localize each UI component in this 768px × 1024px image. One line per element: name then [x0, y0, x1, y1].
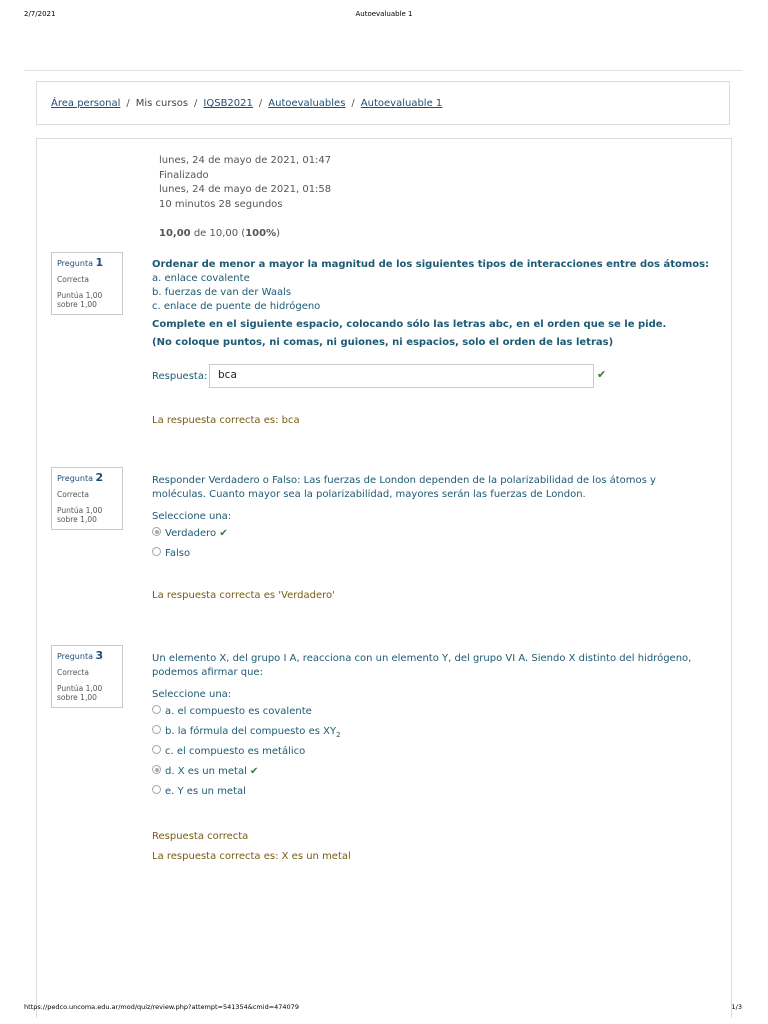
breadcrumb-autoevaluable-1[interactable]: Autoevaluable 1 — [360, 98, 443, 109]
top-divider — [24, 70, 742, 71]
question-content-1 — [152, 258, 712, 428]
question-number: 3 — [95, 649, 104, 662]
radio[interactable] — [152, 785, 161, 794]
question-instruction-1: Complete en el siguiente espacio, colocando sólo las letras abc, en el orden que se le pide. — [152, 319, 667, 330]
subscript: 2 — [336, 731, 341, 739]
option-label: c. el compuesto es metálico — [165, 746, 306, 757]
question-content-2 — [152, 474, 712, 603]
option-d[interactable] — [152, 762, 712, 782]
response-status: Respuesta correcta — [152, 831, 249, 842]
breadcrumb — [51, 98, 442, 109]
question-score-line-2: sobre 1,00 — [57, 515, 97, 524]
breadcrumb-separator: / — [194, 98, 198, 109]
correct-answer-feedback: La respuesta correcta es: X es un metal — [152, 851, 351, 862]
print-date: 2/7/2021 — [24, 10, 56, 18]
question-info-3 — [51, 645, 123, 708]
option-label: Verdadero — [165, 528, 217, 539]
time-value: 10 minutos 28 segundos — [159, 198, 283, 210]
option-b[interactable] — [152, 722, 712, 742]
breadcrumb-course[interactable]: IQSB2021 — [203, 98, 253, 109]
question-title — [57, 649, 117, 662]
print-title: Autoevaluable 1 — [355, 10, 413, 18]
question-state: Correcta — [57, 668, 89, 677]
radio[interactable] — [152, 745, 161, 754]
print-page-number: 1/3 — [731, 1003, 742, 1011]
grade-close: ) — [276, 227, 281, 239]
option-a[interactable] — [152, 702, 712, 722]
select-one-prompt: Seleccione una: — [152, 689, 232, 700]
radio-selected[interactable] — [152, 765, 161, 774]
check-icon: ✔ — [219, 528, 228, 539]
option-label: b. la fórmula del compuesto es XY — [165, 726, 337, 737]
option-label: a. el compuesto es covalente — [165, 706, 312, 717]
radio[interactable] — [152, 725, 161, 734]
question-info-2 — [51, 467, 123, 530]
answer-input[interactable]: bca — [209, 364, 594, 388]
breadcrumb-separator: / — [258, 98, 263, 109]
answer-row — [152, 364, 712, 390]
question-score-line-1: Puntúa 1,00 — [57, 506, 103, 515]
question-score-line-2: sobre 1,00 — [57, 300, 97, 309]
grade-value — [159, 227, 280, 241]
answer-label: Respuesta: — [152, 371, 208, 382]
grade-percent: 100% — [245, 227, 277, 239]
question-text-line-2: moléculas. Cuanto mayor sea la polarizabilidad, mayores serán las fuerzas de London. — [152, 489, 586, 500]
state-value: Finalizado — [159, 169, 209, 181]
option-label: e. Y es un metal — [165, 786, 246, 797]
question-item-b: b. fuerzas de van der Waals — [152, 287, 292, 298]
question-label: Pregunta — [57, 259, 93, 268]
breadcrumb-autoevaluables[interactable]: Autoevaluables — [268, 98, 346, 109]
question-text-line-1: Responder Verdadero o Falso: Las fuerzas de London dependen de la polarizabilidad de los átomos y — [152, 475, 656, 486]
question-text: Ordenar de menor a mayor la magnitud de los siguientes tipos de interacciones entre dos átomos: — [152, 259, 710, 270]
radio[interactable] — [152, 705, 161, 714]
question-state: Correcta — [57, 490, 89, 499]
question-score-line-1: Puntúa 1,00 — [57, 291, 103, 300]
question-item-c: c. enlace de puente de hidrógeno — [152, 301, 321, 312]
correct-answer-feedback: La respuesta correcta es: bca — [152, 415, 300, 426]
breadcrumb-separator: / — [126, 98, 130, 109]
option-label: Falso — [165, 548, 191, 559]
breadcrumb-mis-cursos: Mis cursos — [135, 98, 189, 109]
quiz-review-panel — [36, 138, 732, 1018]
started-value: lunes, 24 de mayo de 2021, 01:47 — [159, 155, 332, 166]
question-label: Pregunta — [57, 652, 93, 661]
question-info-1 — [51, 252, 123, 315]
finished-value: lunes, 24 de mayo de 2021, 01:58 — [159, 184, 332, 195]
correct-answer-feedback: La respuesta correcta es 'Verdadero' — [152, 590, 335, 601]
question-score-line-1: Puntúa 1,00 — [57, 684, 103, 693]
question-title — [57, 471, 117, 484]
question-text-line-1: Un elemento X, del grupo I A, reacciona con un elemento Y, del grupo VI A. Siendo X distinto del hidrógeno, — [152, 653, 692, 664]
grade-score: 10,00 — [159, 227, 191, 239]
question-number: 1 — [95, 256, 104, 269]
breadcrumb-container — [36, 81, 730, 125]
breadcrumb-separator: / — [351, 98, 355, 109]
question-content-3 — [152, 652, 712, 864]
breadcrumb-area-personal[interactable]: Área personal — [51, 98, 121, 109]
option-verdadero[interactable] — [152, 524, 712, 544]
question-item-a: a. enlace covalente — [152, 273, 250, 284]
check-icon: ✔ — [597, 368, 607, 381]
option-label: d. X es un metal — [165, 766, 247, 777]
grade-out-of: de 10,00 ( — [190, 227, 246, 239]
print-url: https://pedco.uncoma.edu.ar/mod/quiz/review.php?attempt=541354&cmid=474079 — [24, 1003, 299, 1011]
question-number: 2 — [95, 471, 104, 484]
option-e[interactable] — [152, 782, 712, 802]
question-text-line-2: podemos afirmar que: — [152, 667, 263, 678]
question-state: Correcta — [57, 275, 89, 284]
option-falso[interactable] — [152, 544, 712, 564]
question-title — [57, 256, 117, 269]
question-instruction-2: (No coloque puntos, ni comas, ni guiones, ni espacios, solo el orden de las letras) — [152, 337, 614, 348]
radio-selected[interactable] — [152, 527, 161, 536]
option-c[interactable] — [152, 742, 712, 762]
question-label: Pregunta — [57, 474, 93, 483]
question-score-line-2: sobre 1,00 — [57, 693, 97, 702]
check-icon: ✔ — [250, 766, 259, 777]
select-one-prompt: Seleccione una: — [152, 511, 232, 522]
radio[interactable] — [152, 547, 161, 556]
